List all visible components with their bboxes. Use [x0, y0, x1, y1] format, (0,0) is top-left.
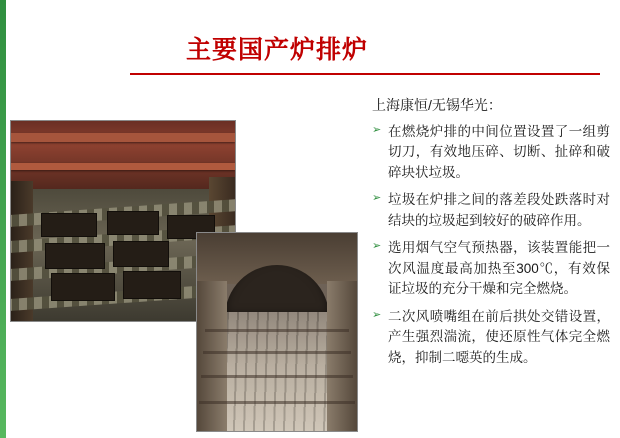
list-item — [372, 238, 610, 300]
photo1-block-5 — [113, 241, 169, 267]
subtitle: 上海康恒/无锡华光： — [372, 97, 502, 113]
bullet-list — [372, 122, 610, 369]
photo1-block-7 — [123, 271, 181, 299]
list-item-text: 在燃烧炉排的中间位置设置了一组剪切刀，有效地压碎、切断、扯碎和破碎块状垃圾。 — [388, 123, 610, 180]
list-item — [372, 190, 610, 231]
photo2-rib-3 — [201, 375, 353, 378]
arrow-bullet-icon: ➢ — [372, 123, 382, 136]
photo2-rib-1 — [205, 329, 349, 332]
photo2-right-wall — [327, 281, 357, 431]
furnace-chamber-photo — [196, 232, 358, 432]
left-accent-bar-highlight — [6, 0, 8, 438]
arrow-bullet-icon: ➢ — [372, 192, 382, 205]
photo1-beam-second — [11, 163, 235, 170]
photo1-block-4 — [45, 243, 105, 269]
photo1-block-6 — [51, 273, 115, 301]
list-item — [372, 307, 610, 369]
photo1-upper-region — [11, 121, 235, 189]
photo2-rib-2 — [203, 351, 351, 354]
list-item-text: 二次风喷嘴组在前后拱处交错设置，产生强烈湍流，使还原性气体完全燃烧，抑制二噁英的生成。 — [388, 308, 610, 365]
photo1-beam-top — [11, 133, 235, 142]
list-item-text: 垃圾在炉排之间的落差段处跌落时对结块的垃圾起到较好的破碎作用。 — [388, 192, 610, 228]
photo2-left-wall — [197, 281, 227, 431]
page-title: 主要国产炉排炉 — [186, 36, 369, 64]
photo2-rib-4 — [199, 401, 355, 404]
photo1-block-2 — [107, 211, 159, 235]
photo1-block-1 — [41, 213, 97, 237]
arrow-bullet-icon: ➢ — [372, 308, 382, 321]
content-text-column — [372, 96, 610, 375]
list-item — [372, 122, 610, 184]
arrow-bullet-icon: ➢ — [372, 240, 382, 253]
list-item-text: 选用烟气空气预热器，该装置能把一次风温度最高加热至300℃，有效保证垃圾的充分干燥和完全燃烧。 — [388, 240, 610, 297]
title-underline — [130, 73, 600, 75]
